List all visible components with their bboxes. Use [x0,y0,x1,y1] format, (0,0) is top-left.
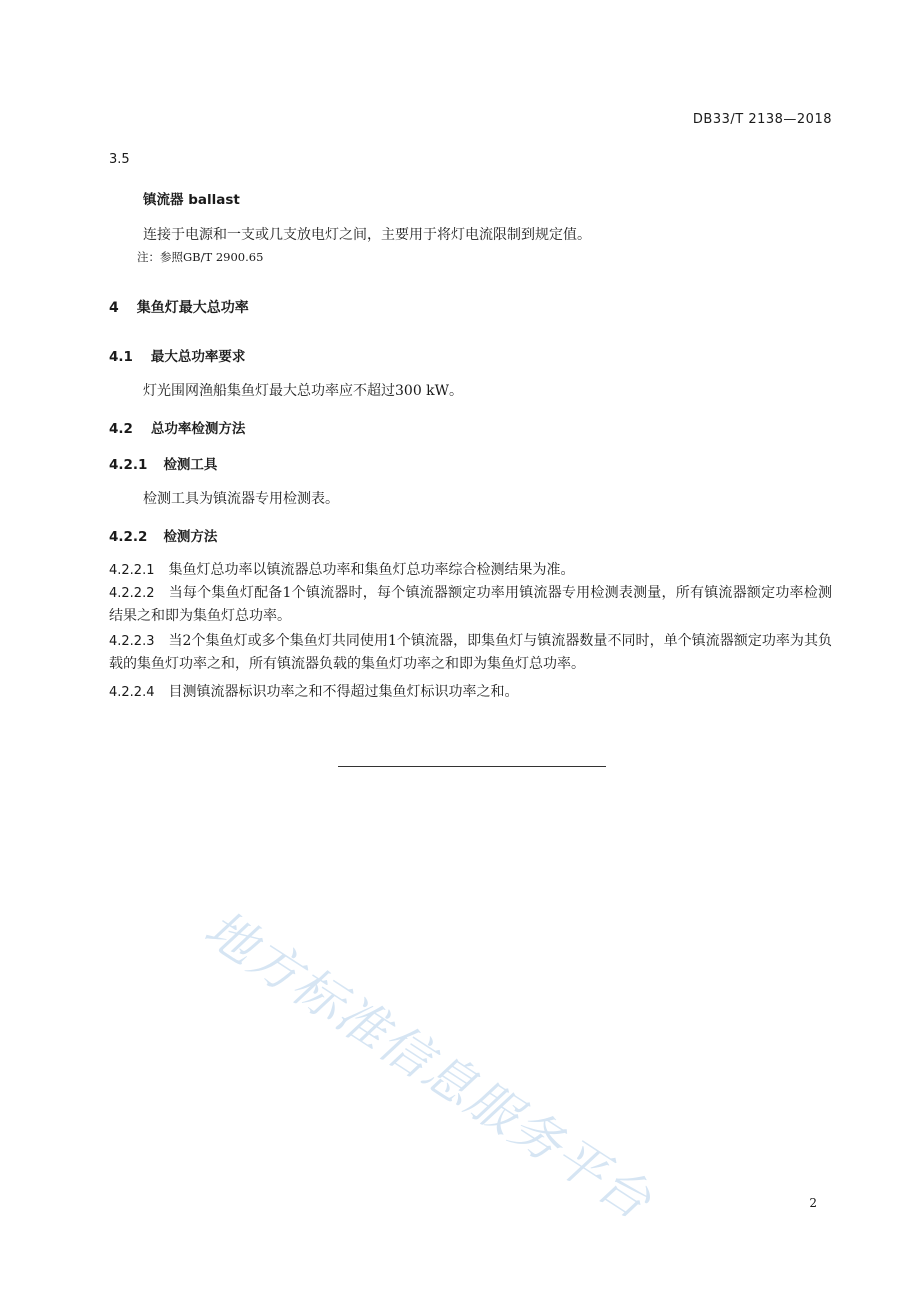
clause-number: 4.2.2.3 [109,634,155,649]
term-definition: 连接于电源和一支或几支放电灯之间，主要用于将灯电流限制到规定值。 [143,227,591,243]
clause-4-2-2-4 [109,681,832,704]
clause-number: 4.2.2.1 [109,563,155,578]
clause-number: 4.2.2.4 [109,685,155,700]
clause-text: 当2个集鱼灯或多个集鱼灯共同使用1个镇流器，即集鱼灯与镇流器数量不同时，单个镇流器额定功率为其负载的集鱼灯功率之和，所有镇流器负载的集鱼灯功率之和即为集鱼灯总功率。 [109,633,832,672]
section-number: 4.2 [109,421,133,437]
section-4-heading [109,297,249,317]
clause-4-2-2-3 [109,630,832,675]
page-number: 2 [809,1196,817,1210]
section-title: 检测方法 [163,529,218,545]
section-4-2-1-heading [109,453,217,473]
section-title: 最大总功率要求 [150,349,246,365]
end-of-document-rule [338,766,606,767]
section-number: 4.2.1 [109,457,148,473]
section-4-2-1-text: 检测工具为镇流器专用检测表。 [143,491,339,507]
section-title: 检测工具 [163,457,218,473]
watermark: 地方标准信息服务平台 [194,899,663,1232]
section-number: 4 [109,300,119,316]
section-title: 总功率检测方法 [150,421,246,437]
clause-text: 目测镇流器标识功率之和不得超过集鱼灯标识功率之和。 [168,684,519,700]
clause-text: 集鱼灯总功率以镇流器总功率和集鱼灯总功率综合检测结果为准。 [168,562,575,578]
section-number: 4.2.2 [109,529,148,545]
term-note: 注：参照GB/T 2900.65 [137,250,264,264]
clause-4-2-2-2 [109,582,832,627]
section-4-1-heading [109,345,245,365]
section-4-2-2-heading [109,525,217,545]
clause-4-2-2-1 [109,559,832,582]
term-name: 镇流器 ballast [143,192,240,208]
clause-text: 当每个集鱼灯配备1个镇流器时，每个镇流器额定功率用镇流器专用检测表测量，所有镇流器额定功率检测结果之和即为集鱼灯总功率。 [109,585,832,624]
section-title: 集鱼灯最大总功率 [136,300,249,316]
term-number: 3.5 [109,152,130,167]
clause-number: 4.2.2.2 [109,586,155,601]
section-4-2-heading [109,417,245,437]
section-4-1-text: 灯光围网渔船集鱼灯最大总功率应不超过300 kW。 [143,383,464,399]
section-number: 4.1 [109,349,133,365]
document-code: DB33/T 2138—2018 [692,112,832,127]
